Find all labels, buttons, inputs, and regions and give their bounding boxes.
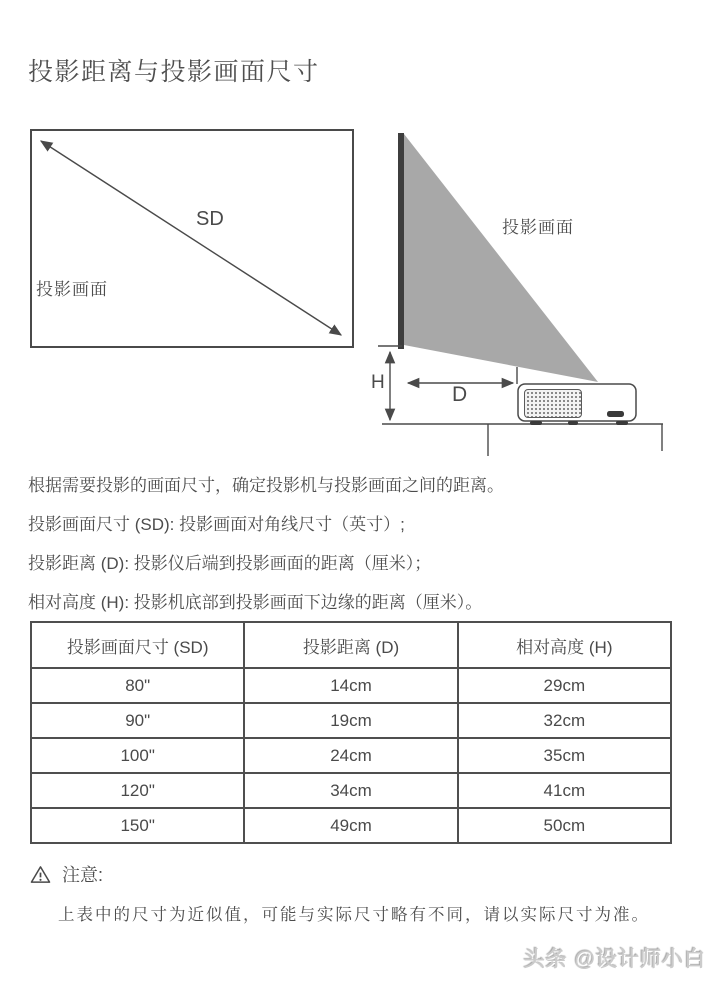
cell-distance: 19cm [244, 703, 457, 738]
cell-distance: 24cm [244, 738, 457, 773]
note-text: 上表中的尺寸为近似值，可能与实际尺寸略有不同，请以实际尺寸为准。 [58, 906, 650, 924]
projector-speaker-grille [524, 389, 582, 418]
projector-slot [607, 411, 624, 417]
table-row [31, 738, 671, 773]
table-row [31, 668, 671, 703]
projector-foot-right [616, 421, 628, 425]
projection-beam [404, 134, 598, 382]
cell-size: 100" [31, 738, 244, 773]
height-label: H [371, 372, 385, 393]
description-sd: 投影画面尺寸 (SD): 投影画面对角线尺寸（英寸）; [28, 515, 405, 534]
table-row [31, 773, 671, 808]
header-h: 相对高度 (H) [458, 622, 671, 668]
front-view-diagram [30, 129, 354, 348]
cell-size: 150" [31, 808, 244, 843]
table-header-row [31, 622, 671, 668]
table-row [31, 808, 671, 843]
header-sd: 投影画面尺寸 (SD) [31, 622, 244, 668]
description-d: 投影距离 (D): 投影仪后端到投影画面的距离（厘米）； [28, 554, 432, 573]
projector-foot-middle [568, 421, 578, 425]
cell-height: 32cm [458, 703, 671, 738]
cell-height: 35cm [458, 738, 671, 773]
cell-size: 90" [31, 703, 244, 738]
screen-bar [398, 133, 404, 349]
cell-size: 120" [31, 773, 244, 808]
diagonal-arrow [32, 131, 352, 346]
note-heading [30, 861, 103, 887]
front-screen-label: 投影画面 [36, 280, 108, 299]
projector-foot-left [530, 421, 542, 425]
page-title: 投影距离与投影画面尺寸 [28, 58, 320, 86]
table-row [31, 703, 671, 738]
cell-size: 80" [31, 668, 244, 703]
note-title: 注意: [62, 865, 104, 885]
cell-distance: 14cm [244, 668, 457, 703]
watermark: 头条 @设计师小白 [523, 948, 706, 971]
cell-distance: 49cm [244, 808, 457, 843]
description-intro: 根据需要投影的画面尺寸，确定投影机与投影画面之间的距离。 [28, 476, 504, 495]
cell-height: 41cm [458, 773, 671, 808]
header-d: 投影距离 (D) [244, 622, 457, 668]
cell-height: 50cm [458, 808, 671, 843]
distance-label: D [452, 383, 468, 406]
cell-height: 29cm [458, 668, 671, 703]
description-h: 相对高度 (H): 投影机底部到投影画面下边缘的距离（厘米）。 [28, 593, 483, 612]
side-screen-label: 投影画面 [502, 218, 574, 237]
cell-distance: 34cm [244, 773, 457, 808]
warning-triangle-icon [30, 865, 51, 884]
diagonal-size-label: SD [196, 208, 224, 230]
projection-distance-table [30, 621, 672, 844]
